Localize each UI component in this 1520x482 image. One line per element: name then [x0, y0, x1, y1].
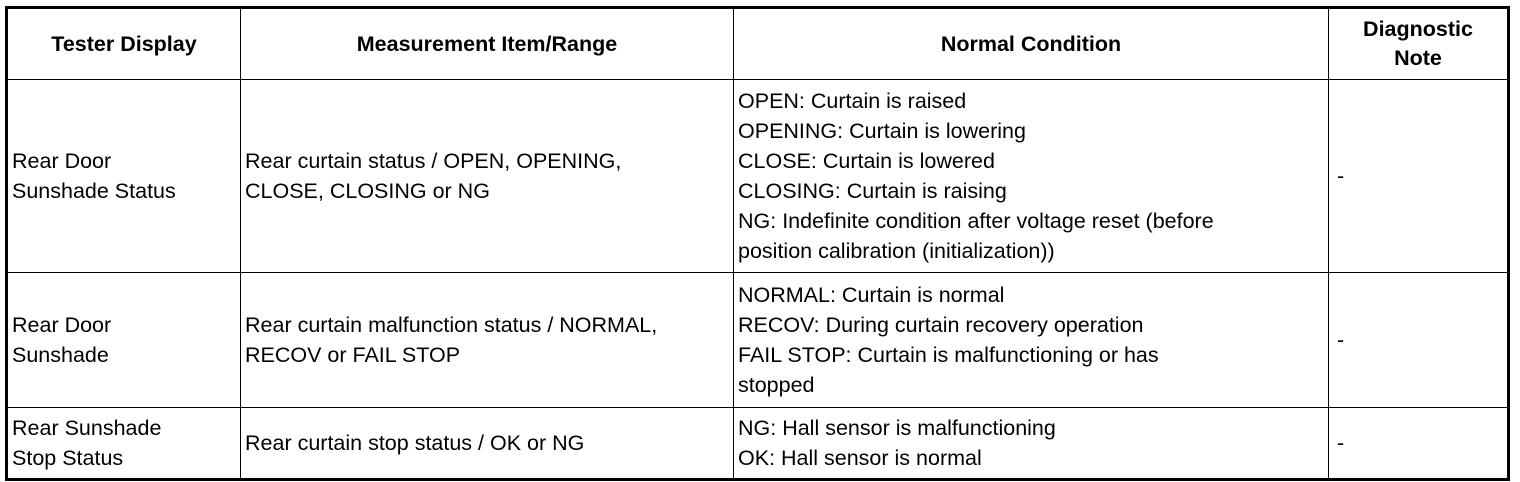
cell-measurement: Rear curtain malfunction status / NORMAL, RECOV or FAIL STOP: [241, 273, 734, 408]
cell-tester-display: Rear Door Sunshade Status: [7, 80, 241, 273]
cell-normal-condition: OPEN: Curtain is raised OPENING: Curtain is lowering CLOSE: Curtain is lowered CLOSING: Curtain is raising NG: Indefinite condition after voltage reset (before position calibration (initialization)): [734, 80, 1329, 273]
data-table: [5, 6, 1510, 481]
cell-tester-display: Rear Door Sunshade: [7, 273, 241, 408]
cell-normal-condition: NORMAL: Curtain is normal RECOV: During curtain recovery operation FAIL STOP: Curtain is malfunctioning or has stopped: [734, 273, 1329, 408]
cell-tester-display: Rear Sunshade Stop Status: [7, 408, 241, 480]
table-row: [7, 273, 1509, 408]
header-tester-display: Tester Display: [7, 8, 241, 80]
table-row: [7, 408, 1509, 480]
cell-diagnostic-note: -: [1329, 80, 1509, 273]
cell-diagnostic-note: -: [1329, 408, 1509, 480]
table-row: [7, 80, 1509, 273]
cell-normal-condition: NG: Hall sensor is malfunctioning OK: Hall sensor is normal: [734, 408, 1329, 480]
cell-measurement: Rear curtain stop status / OK or NG: [241, 408, 734, 480]
data-table-container: [5, 6, 1510, 481]
cell-diagnostic-note: -: [1329, 273, 1509, 408]
header-normal-condition: Normal Condition: [734, 8, 1329, 80]
header-row: [7, 8, 1509, 80]
header-measurement-item-range: Measurement Item/Range: [241, 8, 734, 80]
header-diagnostic-note: Diagnostic Note: [1329, 8, 1509, 80]
cell-measurement: Rear curtain status / OPEN, OPENING, CLOSE, CLOSING or NG: [241, 80, 734, 273]
